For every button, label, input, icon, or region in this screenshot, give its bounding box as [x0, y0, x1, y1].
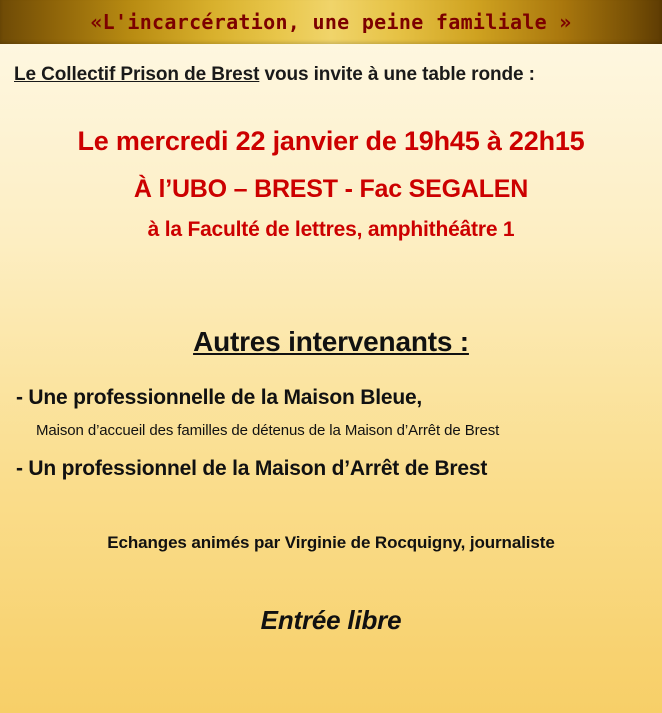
event-room: à la Faculté de lettres, amphithéâtre 1: [147, 218, 515, 241]
organizer-name: Le Collectif Prison de Brest: [14, 64, 260, 85]
speaker-item-1: - Une professionnelle de la Maison Bleue,: [16, 386, 423, 409]
moderator-line: Echanges animés par Virginie de Rocquigny, journaliste: [107, 533, 555, 552]
event-date: Le mercredi 22 janvier de 19h45 à 22h15: [77, 126, 585, 156]
intro-rest: vous invite à une table ronde :: [259, 64, 535, 85]
admission-line: Entrée libre: [260, 605, 402, 635]
banner-title: «L'incarcération, une peine familiale »: [90, 10, 572, 34]
event-place: À l’UBO – BREST - Fac SEGALEN: [133, 175, 529, 203]
speakers-heading: Autres intervenants :: [193, 326, 469, 357]
event-details: [14, 126, 648, 242]
speaker-item-2: - Un professionnel de la Maison d’Arrêt de Brest: [16, 457, 488, 480]
intro-line: [14, 64, 648, 86]
banner: [0, 0, 662, 44]
poster-content: [0, 64, 662, 636]
speaker-item-1-detail: Maison d’accueil des familles de détenus de la Maison d’Arrêt de Brest: [36, 422, 500, 439]
